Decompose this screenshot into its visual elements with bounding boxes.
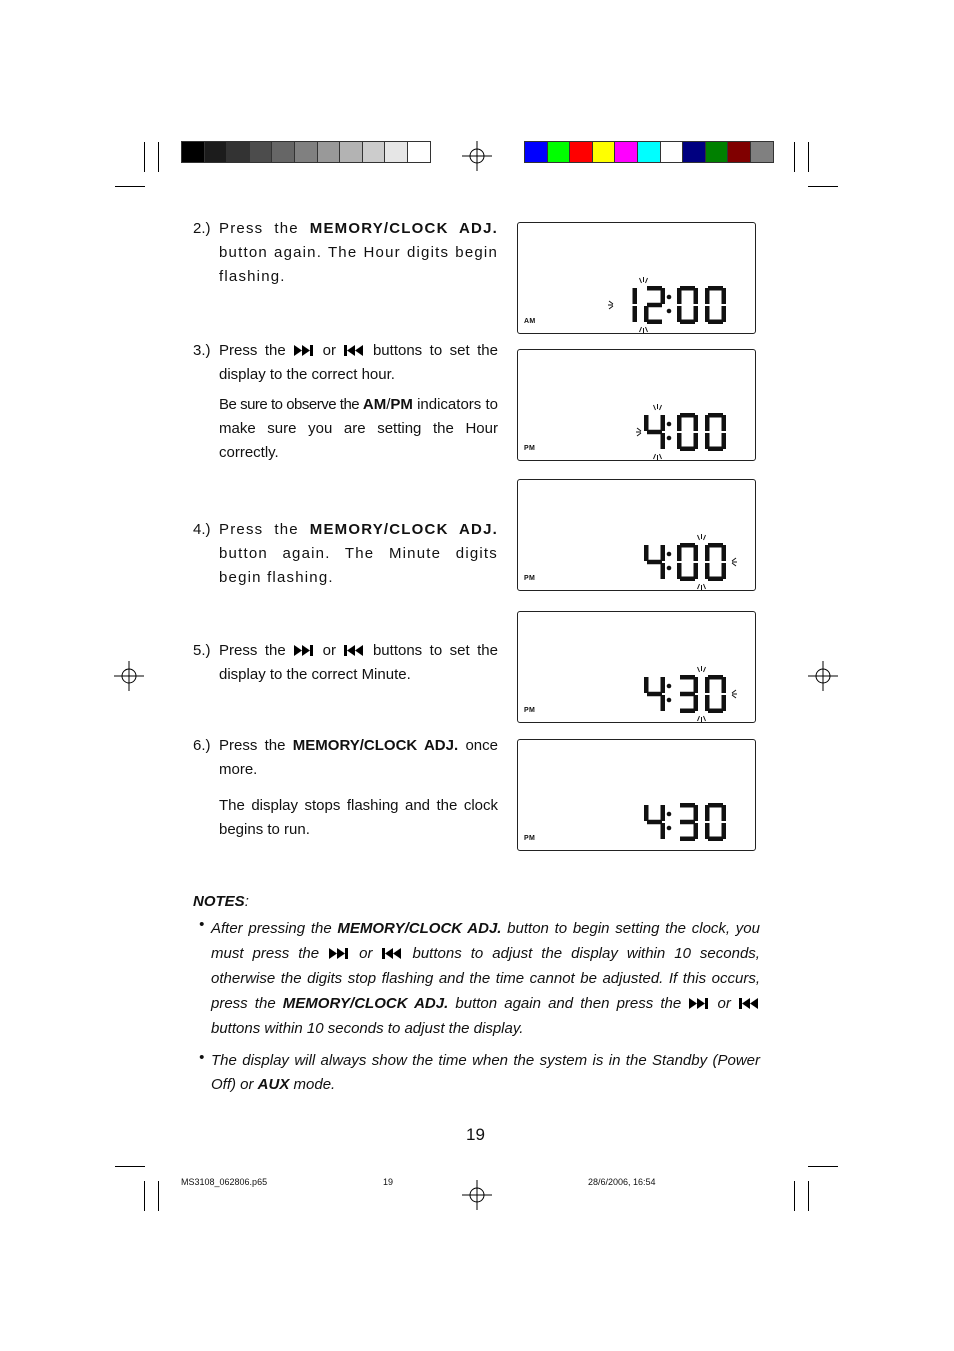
lcd-segment-d — [708, 577, 723, 582]
lcd-segment-b — [722, 288, 727, 304]
color-swatch — [660, 141, 684, 163]
lcd-colon-dot — [667, 422, 672, 427]
lcd-segment-c — [722, 433, 727, 449]
color-swatch — [750, 141, 774, 163]
lcd-segment-c — [694, 433, 699, 449]
lcd-colon-dot — [667, 436, 672, 441]
lcd-segment-b — [694, 677, 699, 693]
lcd-segment-f — [705, 805, 710, 821]
lcd-segment-e — [705, 563, 710, 579]
lcd-colon-dot — [667, 566, 672, 571]
lcd-segment-e — [677, 306, 682, 322]
lcd-segment-b — [694, 288, 699, 304]
color-swatch — [727, 141, 751, 163]
footer-filename: MS3108_062806.p65 — [181, 1177, 268, 1187]
lcd-segment-f — [677, 288, 682, 304]
lcd-colon-dot — [667, 698, 672, 703]
color-swatch — [384, 141, 408, 163]
lcd-segment-a — [680, 413, 695, 418]
lcd-segment-d — [708, 837, 723, 842]
lcd-segment-c — [694, 695, 699, 711]
lcd-segment-c — [722, 306, 727, 322]
lcd-segment-f — [677, 545, 682, 561]
lcd-colon-dot — [667, 684, 672, 689]
lcd-colon-dot — [667, 812, 672, 817]
color-swatch — [249, 141, 273, 163]
registration-target-icon — [114, 661, 144, 691]
note-text: After pressing the MEMORY/CLOCK ADJ. button to begin setting the clock, you must press the or buttons to adjust the display within 10 seconds, otherwise the digits stop flashing and the time cannot be adjusted. If this occurs, press the MEMORY/CLOCK ADJ. button again and then press the or buttons within 10 seconds to adjust the display. — [211, 920, 760, 1037]
step-note: The display stops flashing and the clock begins to run. — [219, 797, 498, 838]
am-pm-indicator: PM — [524, 835, 536, 842]
lcd-segment-a — [647, 286, 662, 291]
step-number: 5.) — [193, 642, 211, 659]
skip-next-icon — [328, 947, 350, 960]
footer-timestamp: 28/6/2006, 16:54 — [588, 1177, 656, 1187]
lcd-segment-c — [722, 563, 727, 579]
lcd-segment-d — [708, 709, 723, 714]
note-text: The display will always show the time when the system is in the Standby (Power Off) or AUX mode. — [211, 1052, 760, 1093]
step-number: 6.) — [193, 737, 211, 754]
lcd-segment-a — [708, 413, 723, 418]
lcd-segment-c — [661, 695, 666, 711]
lcd-segment-f — [644, 805, 649, 821]
step-number: 2.) — [193, 220, 211, 237]
lcd-segment-d — [680, 447, 695, 452]
lcd-colon-dot — [667, 309, 672, 314]
lcd-segment-b — [633, 288, 638, 304]
lcd-display — [517, 349, 756, 461]
lcd-segment-g — [647, 430, 662, 435]
lcd-segment-c — [661, 563, 666, 579]
lcd-segment-g — [647, 560, 662, 565]
lcd-segment-a — [708, 803, 723, 808]
lcd-segment-a — [680, 543, 695, 548]
lcd-segment-b — [722, 415, 727, 431]
am-pm-indicator: PM — [524, 445, 536, 452]
lcd-segment-c — [661, 823, 666, 839]
color-swatch — [271, 141, 295, 163]
color-swatch — [592, 141, 616, 163]
lcd-segment-d — [680, 577, 695, 582]
lcd-colon-dot — [667, 552, 672, 557]
registration-target-icon — [462, 141, 492, 171]
lcd-segment-f — [644, 545, 649, 561]
step-text: Press the or buttons to set the display to the correct Minute. — [219, 642, 498, 683]
lcd-segment-a — [680, 803, 695, 808]
lcd-segment-b — [661, 288, 666, 304]
lcd-segment-b — [694, 415, 699, 431]
registration-target-icon — [462, 1180, 492, 1210]
step-text: Press the or buttons to set the display to the correct hour. Be sure to observe the AM/PM indicators to make sure you are setting the Hour correctly. — [219, 339, 498, 465]
color-swatch — [294, 141, 318, 163]
lcd-segment-c — [722, 695, 727, 711]
lcd-segment-b — [661, 805, 666, 821]
lcd-segment-b — [694, 545, 699, 561]
lcd-segment-e — [644, 306, 649, 322]
skip-previous-icon — [381, 947, 403, 960]
lcd-segment-d — [647, 320, 662, 325]
lcd-segment-c — [694, 563, 699, 579]
lcd-display — [517, 739, 756, 851]
color-swatch — [682, 141, 706, 163]
lcd-segment-d — [680, 709, 695, 714]
lcd-colon-dot — [667, 295, 672, 300]
step-4 — [193, 518, 498, 590]
color-swatch — [339, 141, 363, 163]
skip-next-icon — [293, 644, 315, 657]
lcd-segment-a — [708, 675, 723, 680]
skip-previous-icon — [343, 344, 365, 357]
lcd-display — [517, 222, 756, 334]
flash-indicator-icon — [608, 277, 648, 333]
lcd-segment-a — [680, 286, 695, 291]
step-text: Press the MEMORY/CLOCK ADJ. button again. The Hour digits begin flashing. — [219, 220, 499, 285]
lcd-segment-d — [680, 320, 695, 325]
lcd-segment-d — [708, 447, 723, 452]
lcd-segment-c — [694, 306, 699, 322]
lcd-segment-e — [677, 563, 682, 579]
lcd-segment-b — [722, 677, 727, 693]
lcd-segment-f — [644, 415, 649, 431]
lcd-segment-a — [708, 543, 723, 548]
lcd-segment-e — [677, 433, 682, 449]
step-text: Press the MEMORY/CLOCK ADJ. button again. The Minute digits begin flashing. — [219, 521, 499, 586]
button-name: MEMORY/CLOCK ADJ. — [309, 220, 499, 237]
lcd-segment-f — [705, 545, 710, 561]
footer-page: 19 — [383, 1177, 394, 1187]
lcd-segment-f — [677, 415, 682, 431]
page-number: 19 — [466, 1125, 485, 1144]
step-number: 3.) — [193, 342, 211, 359]
flash-indicator-icon — [698, 534, 738, 590]
color-swatch — [524, 141, 548, 163]
step-5 — [193, 639, 498, 687]
lcd-segment-b — [694, 805, 699, 821]
lcd-time-digits — [518, 740, 757, 852]
lcd-segment-b — [722, 545, 727, 561]
lcd-segment-f — [644, 677, 649, 693]
step-2 — [193, 217, 498, 289]
lcd-segment-f — [705, 677, 710, 693]
button-name: MEMORY/CLOCK ADJ. — [292, 737, 459, 754]
lcd-segment-e — [705, 823, 710, 839]
color-swatch — [637, 141, 661, 163]
notes-heading: NOTES: — [193, 893, 249, 910]
lcd-segment-c — [722, 823, 727, 839]
color-swatch — [181, 141, 205, 163]
lcd-segment-d — [680, 837, 695, 842]
step-note: Be sure to observe the AM/PM indicators to make sure you are setting the Hour correctly. — [219, 396, 499, 461]
lcd-segment-e — [705, 306, 710, 322]
skip-next-icon — [293, 344, 315, 357]
lcd-segment-f — [705, 288, 710, 304]
skip-next-icon — [688, 997, 710, 1010]
skip-previous-icon — [343, 644, 365, 657]
am-pm-indicator: AM — [524, 318, 536, 325]
button-name: MEMORY/CLOCK ADJ. — [309, 521, 499, 538]
flash-indicator-icon — [698, 666, 738, 722]
color-swatch — [569, 141, 593, 163]
color-swatch — [705, 141, 729, 163]
lcd-display — [517, 611, 756, 723]
color-swatch — [204, 141, 228, 163]
color-swatch — [317, 141, 341, 163]
color-swatch — [614, 141, 638, 163]
lcd-time-digits — [518, 223, 757, 335]
lcd-segment-g — [647, 692, 662, 697]
lcd-segment-b — [661, 545, 666, 561]
lcd-time-digits — [518, 480, 757, 592]
lcd-colon-dot — [667, 826, 672, 831]
lcd-segment-b — [661, 415, 666, 431]
step-3 — [193, 339, 498, 465]
lcd-segment-b — [661, 677, 666, 693]
lcd-segment-c — [661, 433, 666, 449]
lcd-segment-b — [722, 805, 727, 821]
skip-previous-icon — [738, 997, 760, 1010]
lcd-segment-g — [680, 692, 695, 697]
notes-section — [193, 892, 760, 1097]
note-item: • The display will always show the time when the system is in the Standby (Power Off) or AUX mode. — [193, 1049, 760, 1097]
am-pm-indicator: PM — [524, 707, 536, 714]
lcd-segment-a — [680, 675, 695, 680]
lcd-segment-c — [633, 306, 638, 322]
color-swatch — [407, 141, 431, 163]
note-item: • After pressing the MEMORY/CLOCK ADJ. button to begin setting the clock, you must press the or buttons to adjust the display within 10 seconds, otherwise the digits stop flashing and the time cannot be adjusted. If this occurs, press the MEMORY/CLOCK ADJ. button again and then press the or buttons within 10 seconds to adjust the display. — [193, 916, 760, 1041]
color-swatch — [547, 141, 571, 163]
am-pm-indicator: PM — [524, 575, 536, 582]
step-text: Press the MEMORY/CLOCK ADJ. once more. The display stops flashing and the clock begins to run. — [219, 734, 498, 842]
lcd-segment-g — [647, 303, 662, 308]
lcd-time-digits — [518, 612, 757, 724]
step-6 — [193, 734, 498, 842]
lcd-segment-a — [708, 286, 723, 291]
lcd-segment-f — [705, 415, 710, 431]
lcd-segment-e — [705, 695, 710, 711]
lcd-segment-g — [647, 820, 662, 825]
lcd-segment-d — [708, 320, 723, 325]
lcd-time-digits — [518, 350, 757, 462]
lcd-segment-e — [705, 433, 710, 449]
step-number: 4.) — [193, 521, 211, 538]
registration-target-icon — [808, 661, 838, 691]
lcd-segment-g — [680, 820, 695, 825]
color-swatch — [362, 141, 386, 163]
lcd-segment-c — [694, 823, 699, 839]
lcd-display — [517, 479, 756, 591]
color-swatch — [226, 141, 250, 163]
